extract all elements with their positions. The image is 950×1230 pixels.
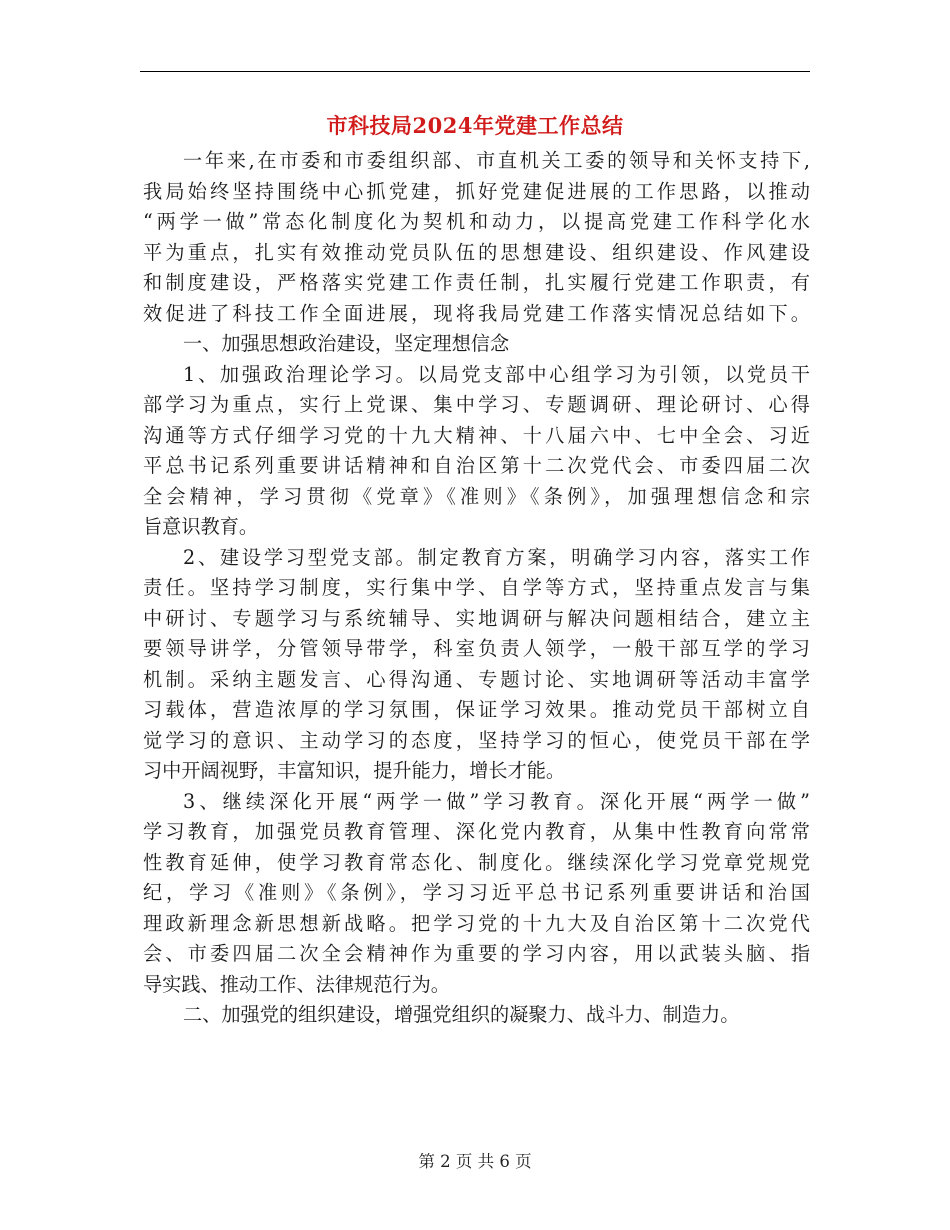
- paragraph-line: 2、建设学习型党支部。制定教育方案，明确学习内容，落实工作: [183, 545, 810, 569]
- paragraph-line: 责任。坚持学习制度，实行集中学、自学等方式，坚持重点发言与集: [143, 576, 810, 599]
- paragraph-line: 觉学习的意识、主动学习的态度，坚持学习的恒心，使党员干部在学: [143, 728, 810, 752]
- page-number: 第 2 页 共 6 页: [418, 1152, 532, 1171]
- paragraph-line: 平为重点，扎实有效推动党员队伍的思想建设、组织建设、作风建设: [143, 240, 810, 264]
- paragraph-line: 我局始终坚持围绕中心抓党建，抓好党建促进展的工作思路，以推动: [143, 179, 810, 203]
- section-heading: 一、加强思想政治建设，坚定理想信念: [183, 332, 510, 355]
- paragraph-line: 理政新理念新思想新战略。把学习党的十九大及自治区第十二次党代: [143, 911, 810, 935]
- paragraph-line: 会、市委四届二次全会精神作为重要的学习内容，用以武装头脑、指: [143, 942, 810, 965]
- paragraph-line: 全会精神，学习贯彻《党章》《准则》《条例》，加强理想信念和宗: [143, 484, 810, 508]
- document-body: [143, 146, 810, 1031]
- paragraph-line: 部学习为重点，实行上党课、集中学习、专题调研、理论研讨、心得: [143, 393, 810, 416]
- paragraph-line: 3、继续深化开展“两学一做”学习教育。深化开展“两学一做”: [183, 789, 810, 813]
- document-title: 市科技局2024年党建工作总结: [326, 113, 624, 138]
- paragraph-line: 要领导讲学，分管领导带学，科室负责人领学，一般干部互学的学习: [143, 637, 810, 660]
- paragraph-line: 效促进了科技工作全面进展，现将我局党建工作落实情况总结如下。: [143, 301, 810, 325]
- section-heading: 二、加强党的组织建设，增强党组织的凝聚力、战斗力、制造力。: [183, 1003, 740, 1026]
- paragraph-line: 中研讨、专题学习与系统辅导、实地调研与解决问题相结合，建立主: [143, 606, 810, 630]
- header-rule: [140, 71, 810, 72]
- paragraph-line: 和制度建设，严格落实党建工作责任制，扎实履行党建工作职责，有: [143, 271, 810, 294]
- paragraph-line: 性教育延伸，使学习教育常态化、制度化。继续深化学习党章党规党: [143, 850, 810, 874]
- paragraph-line: 机制。采纳主题发言、心得沟通、专题讨论、实地调研等活动丰富学: [143, 667, 810, 691]
- paragraph-line: 1、加强政治理论学习。以局党支部中心组学习为引领，以党员干: [183, 362, 810, 386]
- paragraph-line: “两学一做”常态化制度化为契机和动力，以提高党建工作科学化水: [143, 210, 810, 233]
- paragraph-line: 沟通等方式仔细学习党的十九大精神、十八届六中、七中全会、习近: [143, 423, 810, 447]
- paragraph-line: 导实践、推动工作、法律规范行为。: [143, 972, 450, 996]
- paragraph-line: 一年来,在市委和市委组织部、市直机关工委的领导和关怀支持下,: [183, 149, 810, 172]
- paragraph-line: 习载体，营造浓厚的学习氛围，保证学习效果。推动党员干部树立自: [143, 698, 810, 721]
- paragraph-line: 平总书记系列重要讲话精神和自治区第十二次党代会、市委四届二次: [143, 454, 810, 477]
- paragraph-line: 旨意识教育。: [143, 515, 259, 538]
- paragraph-line: 学习教育，加强党员教育管理、深化党内教育，从集中性教育向常常: [143, 820, 810, 843]
- paragraph-line: 纪，学习《准则》《条例》，学习习近平总书记系列重要讲话和治国: [143, 881, 810, 904]
- paragraph-line: 习中开阔视野，丰富知识，提升能力，增长才能。: [143, 759, 566, 782]
